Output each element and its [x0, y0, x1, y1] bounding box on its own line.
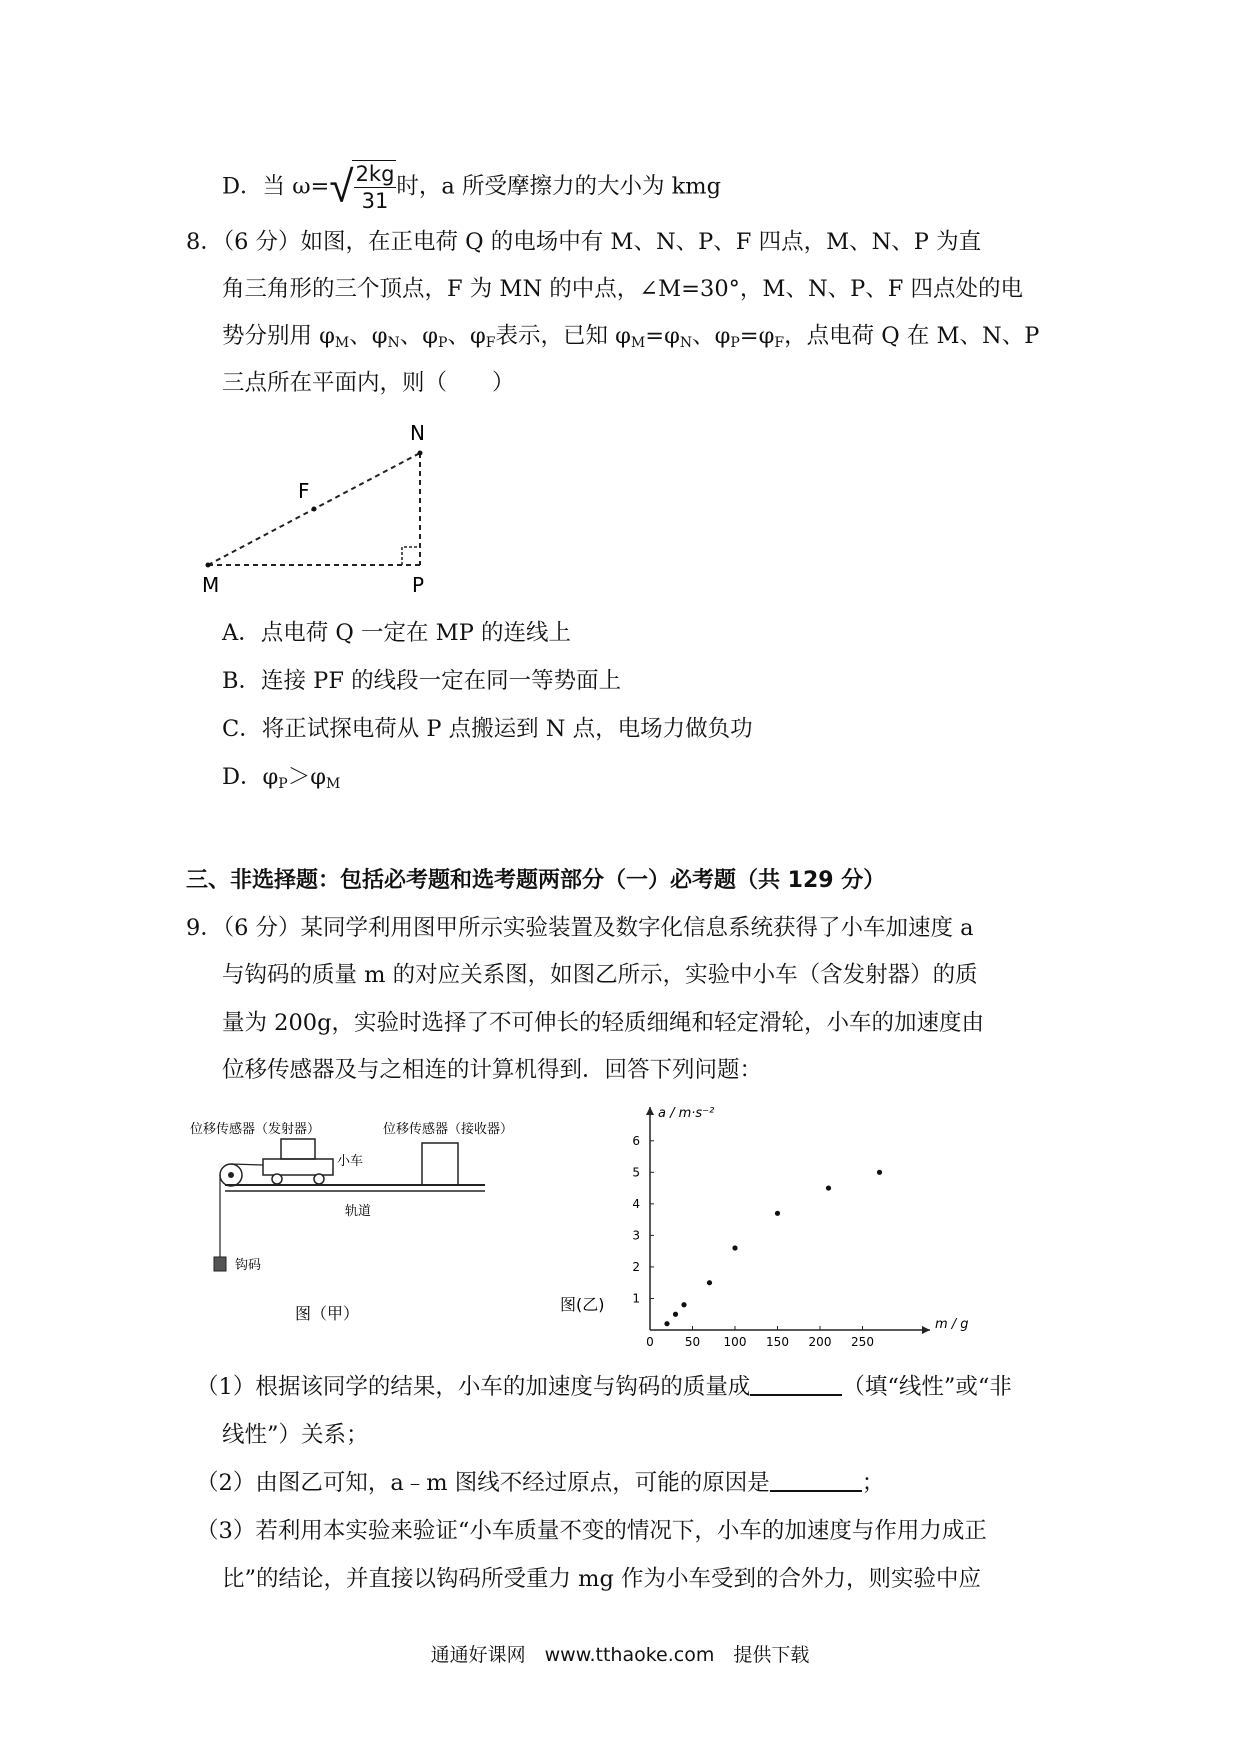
text: 、φ — [692, 323, 731, 349]
q7-option-d-label: D．当 ω= — [222, 173, 330, 200]
text: （1）根据该同学的结果，小车的加速度与钩码的质量成 — [196, 1374, 751, 1400]
q8-line-1: 8．（6 分）如图，在正电荷 Q 的电场中有 M、N、P、F 四点，M、N、P 为直 — [186, 229, 982, 255]
sqrt-radicand — [352, 160, 397, 214]
text: D．φ — [222, 764, 279, 790]
text: =φ — [739, 323, 775, 349]
sub-m: M — [334, 335, 350, 351]
label-cart: 小车 — [337, 1154, 364, 1169]
label-weight: 钩码 — [235, 1258, 262, 1273]
triangle-figure — [190, 420, 440, 600]
y-tick-label: 4 — [632, 1196, 640, 1211]
y-axis-arrow — [646, 1107, 654, 1115]
x-tick-label: 100 — [723, 1335, 747, 1349]
q8-option-c: C．将正试探电荷从 P 点搬运到 N 点，电场力做负功 — [222, 716, 753, 742]
data-point — [681, 1302, 686, 1307]
y-tick-label: 6 — [632, 1133, 640, 1148]
receiver-box — [422, 1143, 458, 1185]
answer-blank-1[interactable] — [750, 1372, 842, 1396]
q8-line-4: 三点所在平面内，则（ ） — [222, 370, 515, 396]
label-n: N — [410, 421, 425, 445]
q8-option-a: A．点电荷 Q 一定在 MP 的连线上 — [222, 620, 571, 646]
data-point — [732, 1245, 737, 1250]
apparatus-figure — [185, 1115, 514, 1335]
sub-n: N — [679, 335, 693, 351]
am-graph — [560, 1105, 969, 1355]
text: 、φ — [399, 323, 439, 349]
q9-sub3-line-2: 比”的结论，并直接以钩码所受重力 mg 作为小车受到的合外力，则实验中应 — [222, 1566, 982, 1592]
hanging-weight — [214, 1257, 226, 1271]
label-f: F — [298, 479, 310, 503]
text: ； — [861, 1470, 885, 1496]
section-3-heading: 三、非选择题：包括必考题和选考题两部分（一）必考题（共 129 分） — [186, 868, 886, 893]
fraction — [354, 161, 397, 214]
data-point — [826, 1185, 831, 1190]
answer-blank-2[interactable] — [770, 1468, 862, 1492]
x-tick-label: 50 — [684, 1335, 701, 1349]
text: ＞φ — [287, 764, 326, 790]
data-point — [673, 1312, 678, 1317]
q9-line-1: 9．（6 分）某同学利用图甲所示实验装置及数字化信息系统获得了小车加速度 a — [186, 915, 974, 941]
q9-sub2 — [196, 1468, 884, 1498]
sub-p: P — [438, 335, 448, 351]
q9-sub3-line-1: （3）若利用本实验来验证“小车质量不变的情况下，小车的加速度与作用力成正 — [196, 1518, 987, 1544]
q9-line-3: 量为 200g，实验时选择了不可伸长的轻质细绳和轻定滑轮，小车的加速度由 — [222, 1010, 985, 1036]
data-point — [664, 1321, 669, 1326]
figure-a-caption: 图（甲） — [295, 1304, 360, 1323]
page-footer: 通通好课网 www.tthaoke.com 提供下载 — [430, 1644, 810, 1666]
sub-m: M — [630, 335, 646, 351]
x-axis-label: m / g — [935, 1317, 969, 1332]
y-tick-label: 3 — [632, 1228, 640, 1243]
label-p: P — [412, 573, 425, 597]
sub-m: M — [325, 776, 341, 792]
y-axis-label: a / m·s⁻² — [658, 1106, 715, 1121]
data-point — [877, 1170, 882, 1175]
sqrt-symbol: √ — [329, 161, 354, 213]
fraction-denominator: 31 — [361, 189, 389, 213]
q7-option-d — [222, 160, 721, 214]
q8-option-b: B．连接 PF 的线段一定在同一等势面上 — [222, 668, 622, 694]
data-point — [775, 1211, 780, 1216]
text: 势分别用 φ — [222, 323, 335, 349]
q9-line-4: 位移传感器及与之相连的计算机得到．回答下列问题： — [222, 1057, 763, 1083]
y-tick-label: 2 — [632, 1259, 640, 1274]
q8-line-2: 角三角形的三个顶点，F 为 MN 的中点，∠M=30°，M、N、P、F 四点处的电 — [222, 276, 1024, 302]
label-track: 轨道 — [345, 1204, 372, 1219]
cart-wheel — [314, 1174, 324, 1184]
q9-line-2: 与钩码的质量 m 的对应关系图，如图乙所示，实验中小车（含发射器）的质 — [222, 962, 978, 988]
sub-f: F — [774, 335, 785, 351]
text: =φ — [645, 323, 680, 349]
x-tick-label: 0 — [646, 1335, 654, 1349]
figure-b-caption: 图(乙) — [560, 1295, 605, 1314]
point-n — [418, 451, 423, 456]
x-tick-label: 150 — [766, 1335, 789, 1349]
emitter-box — [281, 1139, 315, 1159]
sub-p: P — [278, 776, 288, 792]
text: 、φ — [447, 323, 486, 349]
sub-p: P — [730, 335, 740, 351]
cart-body — [263, 1159, 333, 1175]
x-tick-label: 250 — [851, 1335, 874, 1349]
y-tick-label: 1 — [632, 1291, 640, 1306]
q7-option-d-rest: 时，a 所受摩擦力的大小为 kmg — [396, 173, 722, 200]
point-m — [206, 563, 211, 568]
fraction-numerator: 2kg — [355, 162, 395, 186]
x-axis-arrow — [922, 1326, 930, 1334]
data-point — [707, 1280, 712, 1285]
label-sensor-receiver: 位移传感器（接收器） — [383, 1122, 514, 1137]
label-m: M — [202, 573, 220, 597]
q8-option-d — [222, 762, 340, 799]
text: 、φ — [349, 323, 388, 349]
q9-sub1-line-2: 线性”）关系； — [222, 1422, 369, 1448]
cart-wheel — [272, 1174, 282, 1184]
text: ，点电荷 Q 在 M、N、P — [784, 323, 1040, 349]
text: （填“线性”或“非 — [842, 1374, 1012, 1400]
sub-n: N — [387, 335, 400, 351]
right-angle-mark — [402, 547, 420, 565]
point-f — [312, 507, 317, 512]
x-tick-label: 200 — [808, 1335, 832, 1349]
label-sensor-emitter: 位移传感器（发射器） — [190, 1122, 321, 1137]
text: 表示，已知 φ — [495, 323, 631, 349]
q8-line-3 — [222, 321, 1039, 358]
q9-sub1-line-1 — [196, 1372, 1012, 1402]
text: （2）由图乙可知，a﹣m 图线不经过原点，可能的原因是 — [196, 1470, 770, 1496]
pulley-axle — [228, 1172, 234, 1178]
y-tick-label: 5 — [632, 1165, 640, 1180]
sub-f: F — [485, 335, 496, 351]
